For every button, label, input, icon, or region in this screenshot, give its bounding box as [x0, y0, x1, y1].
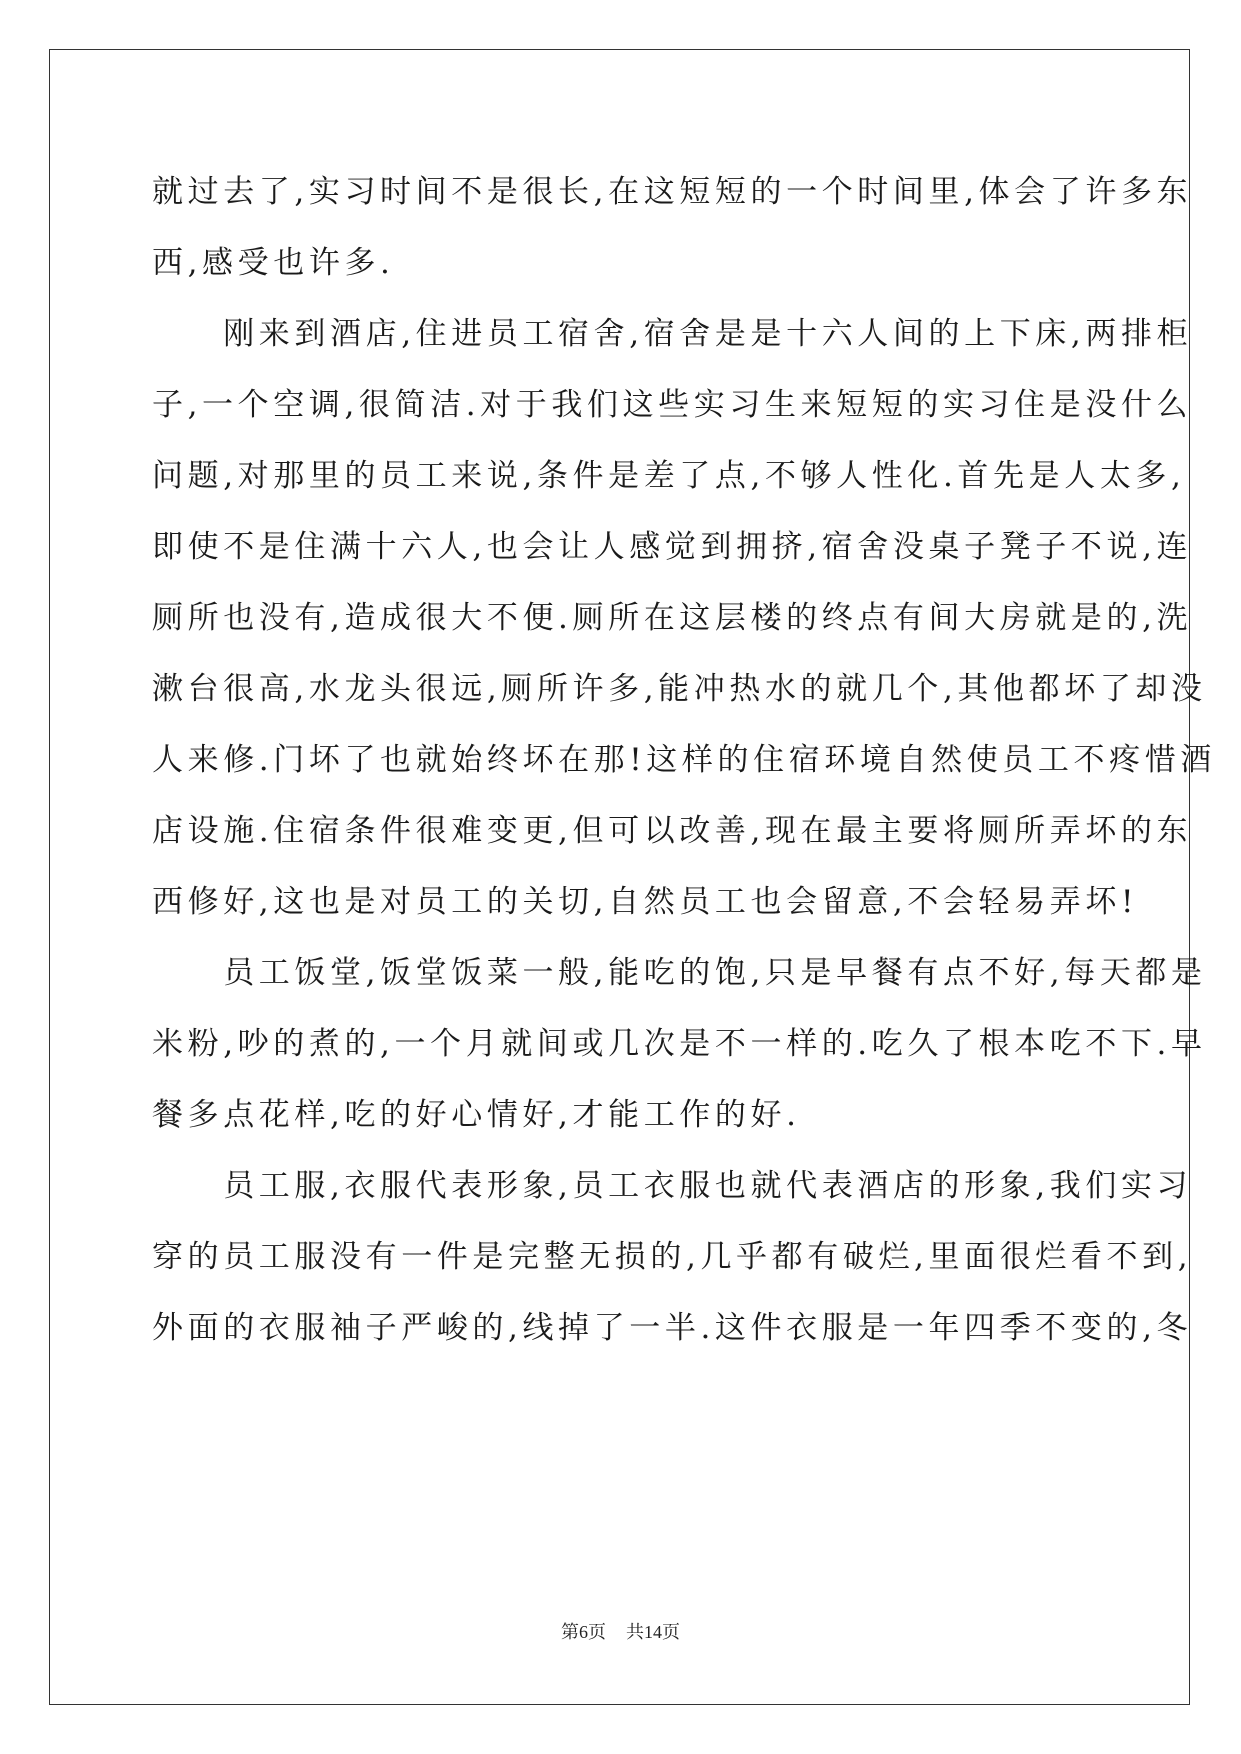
page-total: 共14页	[626, 1622, 680, 1642]
page-footer	[0, 1618, 1241, 1644]
page-number: 第6页	[561, 1622, 606, 1642]
text-line: 餐多点花样,吃的好心情好,才能工作的好.	[152, 1097, 801, 1133]
text-line: 外面的衣服袖子严峻的,线掉了一半.这件衣服是一年四季不变的,冬	[152, 1310, 1193, 1346]
text-line: 刚来到酒店,住进员工宿舍,宿舍是是十六人间的上下床,两排柜	[152, 316, 1193, 352]
text-line: 店设施.住宿条件很难变更,但可以改善,现在最主要将厕所弄坏的东	[152, 813, 1193, 849]
document-body	[152, 162, 1216, 1369]
text-line: 子,一个空调,很简洁.对于我们这些实习生来短短的实习住是没什么	[152, 387, 1193, 423]
text-line: 厕所也没有,造成很大不便.厕所在这层楼的终点有间大房就是的,洗	[152, 600, 1193, 636]
text-line: 问题,对那里的员工来说,条件是差了点,不够人性化.首先是人太多,	[152, 458, 1186, 494]
text-line: 就过去了,实习时间不是很长,在这短短的一个时间里,体会了许多东	[152, 174, 1193, 210]
text-line: 米粉,吵的煮的,一个月就间或几次是不一样的.吃久了根本吃不下.早	[152, 1026, 1207, 1062]
text-line: 穿的员工服没有一件是完整无损的,几乎都有破烂,里面很烂看不到,	[152, 1239, 1193, 1275]
text-line: 西修好,这也是对员工的关切,自然员工也会留意,不会轻易弄坏!	[152, 884, 1139, 920]
text-line: 即使不是住满十六人,也会让人感觉到拥挤,宿舍没桌子凳子不说,连	[152, 529, 1193, 565]
text-line: 员工服,衣服代表形象,员工衣服也就代表酒店的形象,我们实习	[152, 1168, 1193, 1204]
text-line: 西,感受也许多.	[152, 245, 395, 281]
text-line: 员工饭堂,饭堂饭菜一般,能吃的饱,只是早餐有点不好,每天都是	[152, 955, 1207, 991]
text-line: 漱台很高,水龙头很远,厕所许多,能冲热水的就几个,其他都坏了却没	[152, 671, 1207, 707]
text-line: 人来修.门坏了也就始终坏在那!这样的住宿环境自然使员工不疼惜酒	[152, 742, 1216, 778]
